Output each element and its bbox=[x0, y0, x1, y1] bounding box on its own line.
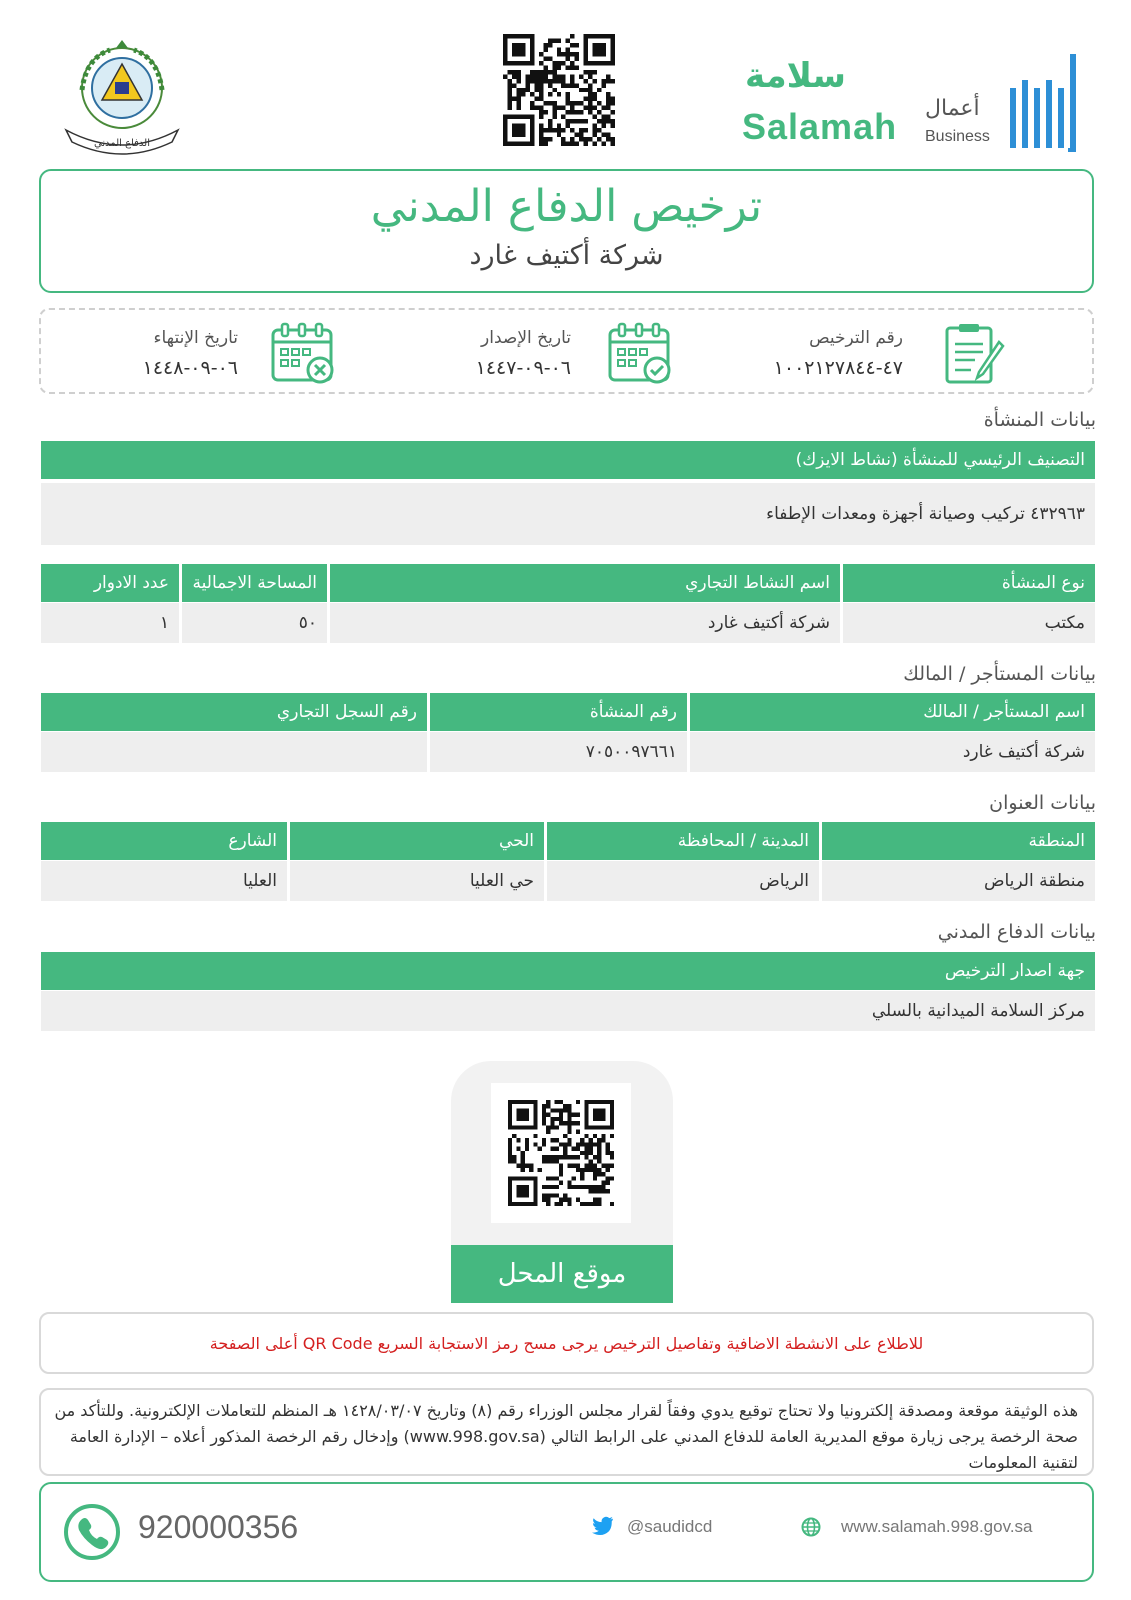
business-name-header: اسم النشاط التجاري bbox=[685, 573, 830, 593]
expiry-date-label: تاريخ الإنتهاء bbox=[153, 328, 238, 348]
amal-logo-arabic: أعمال bbox=[925, 96, 980, 121]
company-name: شركة أكتيف غارد bbox=[469, 240, 664, 271]
region-header: المنطقة bbox=[1028, 831, 1085, 851]
classification-header-row bbox=[41, 441, 1095, 479]
twitter-icon bbox=[592, 1516, 614, 1536]
facility-type-value: مكتب bbox=[1044, 613, 1085, 633]
tenant-name-value: شركة أكتيف غارد bbox=[962, 742, 1085, 762]
address-table-row bbox=[41, 861, 1095, 901]
classification-value-row bbox=[41, 483, 1095, 545]
globe-icon bbox=[801, 1517, 821, 1537]
floors-value: ١ bbox=[159, 613, 169, 633]
issue-date-value: ٠٦-٠٩-١٤٤٧ bbox=[475, 357, 571, 379]
facility-number-header: رقم المنشأة bbox=[589, 702, 677, 722]
address-section-title: بيانات العنوان bbox=[989, 792, 1096, 814]
civil-defense-logo-text: الدفاع المدني bbox=[93, 138, 151, 149]
license-title: ترخيص الدفاع المدني bbox=[370, 181, 763, 232]
business-name-value: شركة أكتيف غارد bbox=[707, 613, 830, 633]
facility-type-header: نوع المنشأة bbox=[1001, 573, 1085, 593]
salamah-logo-arabic: سلامة bbox=[745, 56, 846, 96]
commercial-register-header: رقم السجل التجاري bbox=[276, 702, 417, 722]
classification-header: التصنيف الرئيسي للمنشأة (نشاط الايزك) bbox=[795, 450, 1085, 470]
city-value: الرياض bbox=[759, 871, 809, 891]
legal-disclaimer-box bbox=[39, 1388, 1094, 1476]
facility-number-value: ٧٠٥٠٠٩٧٦٦١ bbox=[585, 742, 677, 762]
amal-business-icon bbox=[1008, 50, 1086, 156]
district-value: حي العليا bbox=[469, 871, 534, 891]
issuer-value: مركز السلامة الميدانية بالسلي bbox=[871, 1001, 1085, 1021]
floors-header: عدد الادوار bbox=[93, 573, 169, 593]
district-header: الحي bbox=[498, 831, 534, 851]
salamah-logo-english: Salamah bbox=[742, 106, 898, 147]
tenant-table-header bbox=[41, 693, 1095, 731]
street-header: الشارع bbox=[228, 831, 277, 851]
qr-notice-text: للاطلاع على الانشطة الاضافية وتفاصيل الترخيص يرجى مسح رمز الاستجابة السريع QR Code أعلى الصفحة bbox=[209, 1333, 924, 1353]
phone-icon bbox=[62, 1502, 122, 1562]
issue-date-label: تاريخ الإصدار bbox=[481, 328, 571, 348]
license-title-box bbox=[39, 169, 1094, 293]
city-header: المدينة / المحافظة bbox=[677, 831, 809, 851]
license-info-strip bbox=[39, 308, 1094, 394]
qr-code-top[interactable] bbox=[503, 34, 615, 146]
calendar-x-icon bbox=[270, 322, 338, 386]
calendar-check-icon bbox=[607, 322, 675, 386]
amal-logo-english: Business bbox=[925, 128, 990, 145]
region-value: منطقة الرياض bbox=[983, 871, 1085, 891]
total-area-value: ٥٠ bbox=[298, 613, 317, 633]
legal-disclaimer-text: هذه الوثيقة موقعة ومصدقة إلكترونيا ولا تحتاج توقيع يدوي وفقاً لقرار مجلس الوزراء رقم (٨) وتاريخ ١٤٢٨/٠٣/٠٧ هـ المنظم للتعاملات الإلكترونية. وللتأكد من صحة الرخصة يرجى زيارة موقع المديرية العامة للدفاع المدني على الرابط التالي (www.998.gov.sa) وإدخال رقم الرخصة المذكور أعلاه – الإدارة العامة لتقنية المعلومات bbox=[54, 1401, 1078, 1472]
tenant-section-title: بيانات المستأجر / المالك bbox=[903, 663, 1096, 685]
website-link[interactable]: www.salamah.998.gov.sa bbox=[841, 1517, 1033, 1536]
license-number-label: رقم الترخيص bbox=[809, 328, 903, 348]
license-number-value: ٤٧-١٠٠٢١٢٧٨٤٤ bbox=[773, 357, 903, 379]
tenant-name-header: اسم المستأجر / المالك bbox=[923, 702, 1085, 722]
civil-defense-section-title: بيانات الدفاع المدني bbox=[937, 921, 1096, 943]
location-qr-code[interactable] bbox=[508, 1100, 614, 1206]
facility-table-header bbox=[41, 564, 1095, 602]
classification-value: ٤٣٢٩٦٣ تركيب وصيانة أجهزة ومعدات الإطفاء bbox=[766, 504, 1085, 524]
twitter-handle[interactable]: @saudidcd bbox=[627, 1517, 713, 1536]
commercial-register-value bbox=[41, 732, 427, 772]
issuer-header-row bbox=[41, 952, 1095, 990]
issuer-header: جهة اصدار الترخيص bbox=[944, 961, 1085, 981]
phone-number[interactable]: 920000356 bbox=[138, 1509, 299, 1545]
civil-defense-logo bbox=[60, 38, 184, 156]
total-area-header: المساحة الاجمالية bbox=[192, 573, 317, 593]
street-value: العليا bbox=[242, 871, 277, 891]
tenant-table-row bbox=[41, 732, 1095, 772]
clipboard-icon bbox=[943, 322, 1005, 386]
shop-location-label[interactable]: موقع المحل bbox=[451, 1245, 673, 1303]
issuer-value-row bbox=[41, 991, 1095, 1031]
facility-section-title: بيانات المنشأة bbox=[983, 409, 1096, 431]
facility-table-row bbox=[41, 603, 1095, 643]
qr-notice-box bbox=[39, 1312, 1094, 1374]
expiry-date-value: ٠٦-٠٩-١٤٤٨ bbox=[142, 357, 238, 379]
address-table-header bbox=[41, 822, 1095, 860]
